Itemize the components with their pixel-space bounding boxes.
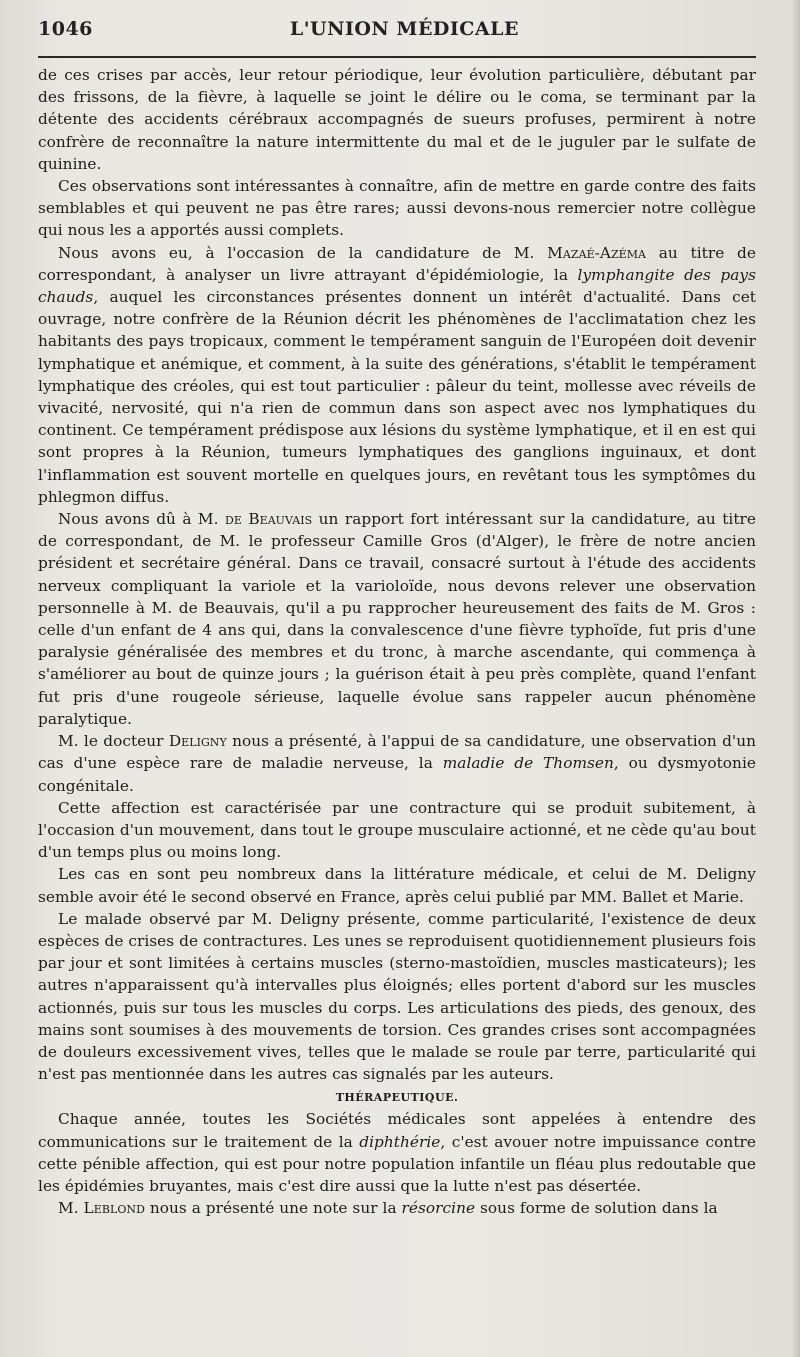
text-run: Nous avons eu, à l'occasion de la candidature de M. [58, 243, 548, 262]
paragraph-observations: Ces observations sont intéressantes à connaître, afin de mettre en garde contre des faits semblables et qui peuvent ne pas être rares; aussi devons-nous remercier notre collègue qui nous les a apportés aussi complets. [38, 177, 756, 240]
paragraph-malade: Le malade observé par M. Deligny présente, comme particularité, l'existence de deux espèces de crises de contractures. Les unes se reproduisent quotidiennement plusieurs fois par jour et sont limitées à certains muscles (sterno-mastoïdien, muscles masticateurs); les autres n'apparaissent qu'à intervalles plus éloignés; elles portent d'abord sur les muscles actionnés, puis sur tous les muscles du corps. Les articulations des pieds, des genoux, des mains sont soumises à des mouvements de torsion. Ces grandes crises sont accompagnées de douleurs excessivement vives, telles que le malade se roule par terre, particularité qui n'est pas mentionnée dans les autres cas signalés par les auteurs. [38, 909, 756, 1084]
text-run: Nous avons dû à M. [58, 510, 225, 529]
page-number: 1046 [38, 18, 93, 40]
section-heading: THÉRAPEUTIQUE. [335, 1091, 459, 1105]
paragraph-deligny [38, 730, 756, 797]
author-name: de Beauvais [224, 510, 313, 529]
author-name: Leblond [83, 1199, 145, 1218]
italic-term: diphthérie [359, 1132, 441, 1151]
text-run: , c'est avouer notre impuissance contre cette pénible affection, qui est pour notre population infantile un fléau plus redoutable que les épidémies bruyantes, mais c'est dire aussi que la lutte n'est pas désertée. [38, 1132, 756, 1195]
paragraph-crises-continuation: de ces crises par accès, leur retour périodique, leur évolution particulière, débutant par des frissons, de la fièvre, à laquelle se joint le délire ou le coma, se terminant par la détente des accidents cérébraux accompagnés de sueurs profuses, permirent à notre confrère de reconnaître la nature intermittente du mal et de le juguler par le sulfate de quinine. [38, 66, 756, 173]
author-name: Mazaé-Azéma [547, 243, 647, 262]
text-run: , ou dysmyotonie congénitale. [38, 754, 756, 795]
running-head [38, 18, 756, 52]
text-run: un rapport fort intéressant sur la candidature, au titre de correspondant, de M. le professeur Camille Gros (d'Alger), le frère de notre ancien président et secrétaire général. Dans ce travail, consacré surtout à l'étude des accidents nerveux compliquant la variole et la varioloïde, nous devons relever une observation personnelle à M. de Beauvais, qu'il a pu rapprocher heureusement des faits de M. Gros : celle d'un enfant de 4 ans qui, dans la convalescence d'une fièvre typhoïde, fut pris d'une paralysie généralisée des membres et du tronc, à marche ascendante, qui commença à s'améliorer au bout de quinze jours ; la guérison était à peu près complète, quand l'enfant fut pris d'une rougeole sérieuse, laquelle évolue sans rappeler aucun phénomène paralytique. [38, 510, 756, 728]
author-name: Deligny [168, 732, 227, 751]
paragraph-leblond [38, 1197, 756, 1219]
text-run: nous a présenté une note sur la [144, 1199, 402, 1218]
article-body [38, 64, 756, 1219]
paragraph-mazae-azema [38, 242, 756, 508]
paragraph-affection: Cette affection est caractérisée par une contracture qui se produit subitement, à l'occasion d'un mouvement, dans tout le groupe musculaire actionné, et ne cède qu'au bout d'un temps plus ou moins long. [38, 798, 756, 862]
text-run: M. [58, 1199, 84, 1218]
text-run: sous forme de solution dans la [475, 1199, 718, 1218]
paragraph-diphtherie [38, 1108, 756, 1197]
text-run: M. le docteur [58, 732, 169, 751]
paragraph-beauvais [38, 508, 756, 730]
text-run: au titre de correspondant, à analyser un livre attrayant d'épidémiologie, la [38, 243, 757, 284]
text-run: nous a présenté, à l'appui de sa candidature, une observation d'un cas d'une espèce rare de maladie nerveuse, la [38, 732, 756, 773]
header-rule [38, 56, 756, 58]
italic-term: résorcine [401, 1199, 476, 1218]
page-edge-shadow [792, 0, 800, 1357]
text-run: Chaque année, toutes les Sociétés médicales sont appelées à entendre des communications sur le traitement de la [38, 1110, 756, 1151]
italic-term: maladie de Thomsen [442, 754, 614, 773]
paragraph-cas: Les cas en sont peu nombreux dans la littérature médicale, et celui de M. Deligny semble avoir été le second observé en France, après celui publié par MM. Ballet et Marie. [38, 865, 756, 906]
journal-title: L'UNION MÉDICALE [289, 18, 519, 40]
italic-term: lymphangite des pays chauds [38, 265, 756, 307]
text-run: , auquel les circonstances présentes donnent un intérêt d'actualité. Dans cet ouvrage, notre confrère de la Réunion décrit les phénomènes de l'acclimatation chez les habitants des pays tropicaux, comment le tempérament sanguin de l'Européen doit devenir lymphatique et anémique, et comment, à la suite des générations, s'établit le tempérament lymphatique des créoles, qui est tout particulier : pâleur du teint, mollesse avec réveils de vivacité, nervosité, qui n'a rien de commun dans son aspect avec nos lymphatiques du continent. Ce tempérament prédispose aux lésions du système lymphatique, et il en est qui sont propres à la Réunion, tumeurs lymphatiques des ganglions inguinaux, et dont l'inflammation est souvent mortelle en quelques jours, en revêtant tous les symptômes du phlegmon diffus. [38, 288, 756, 506]
